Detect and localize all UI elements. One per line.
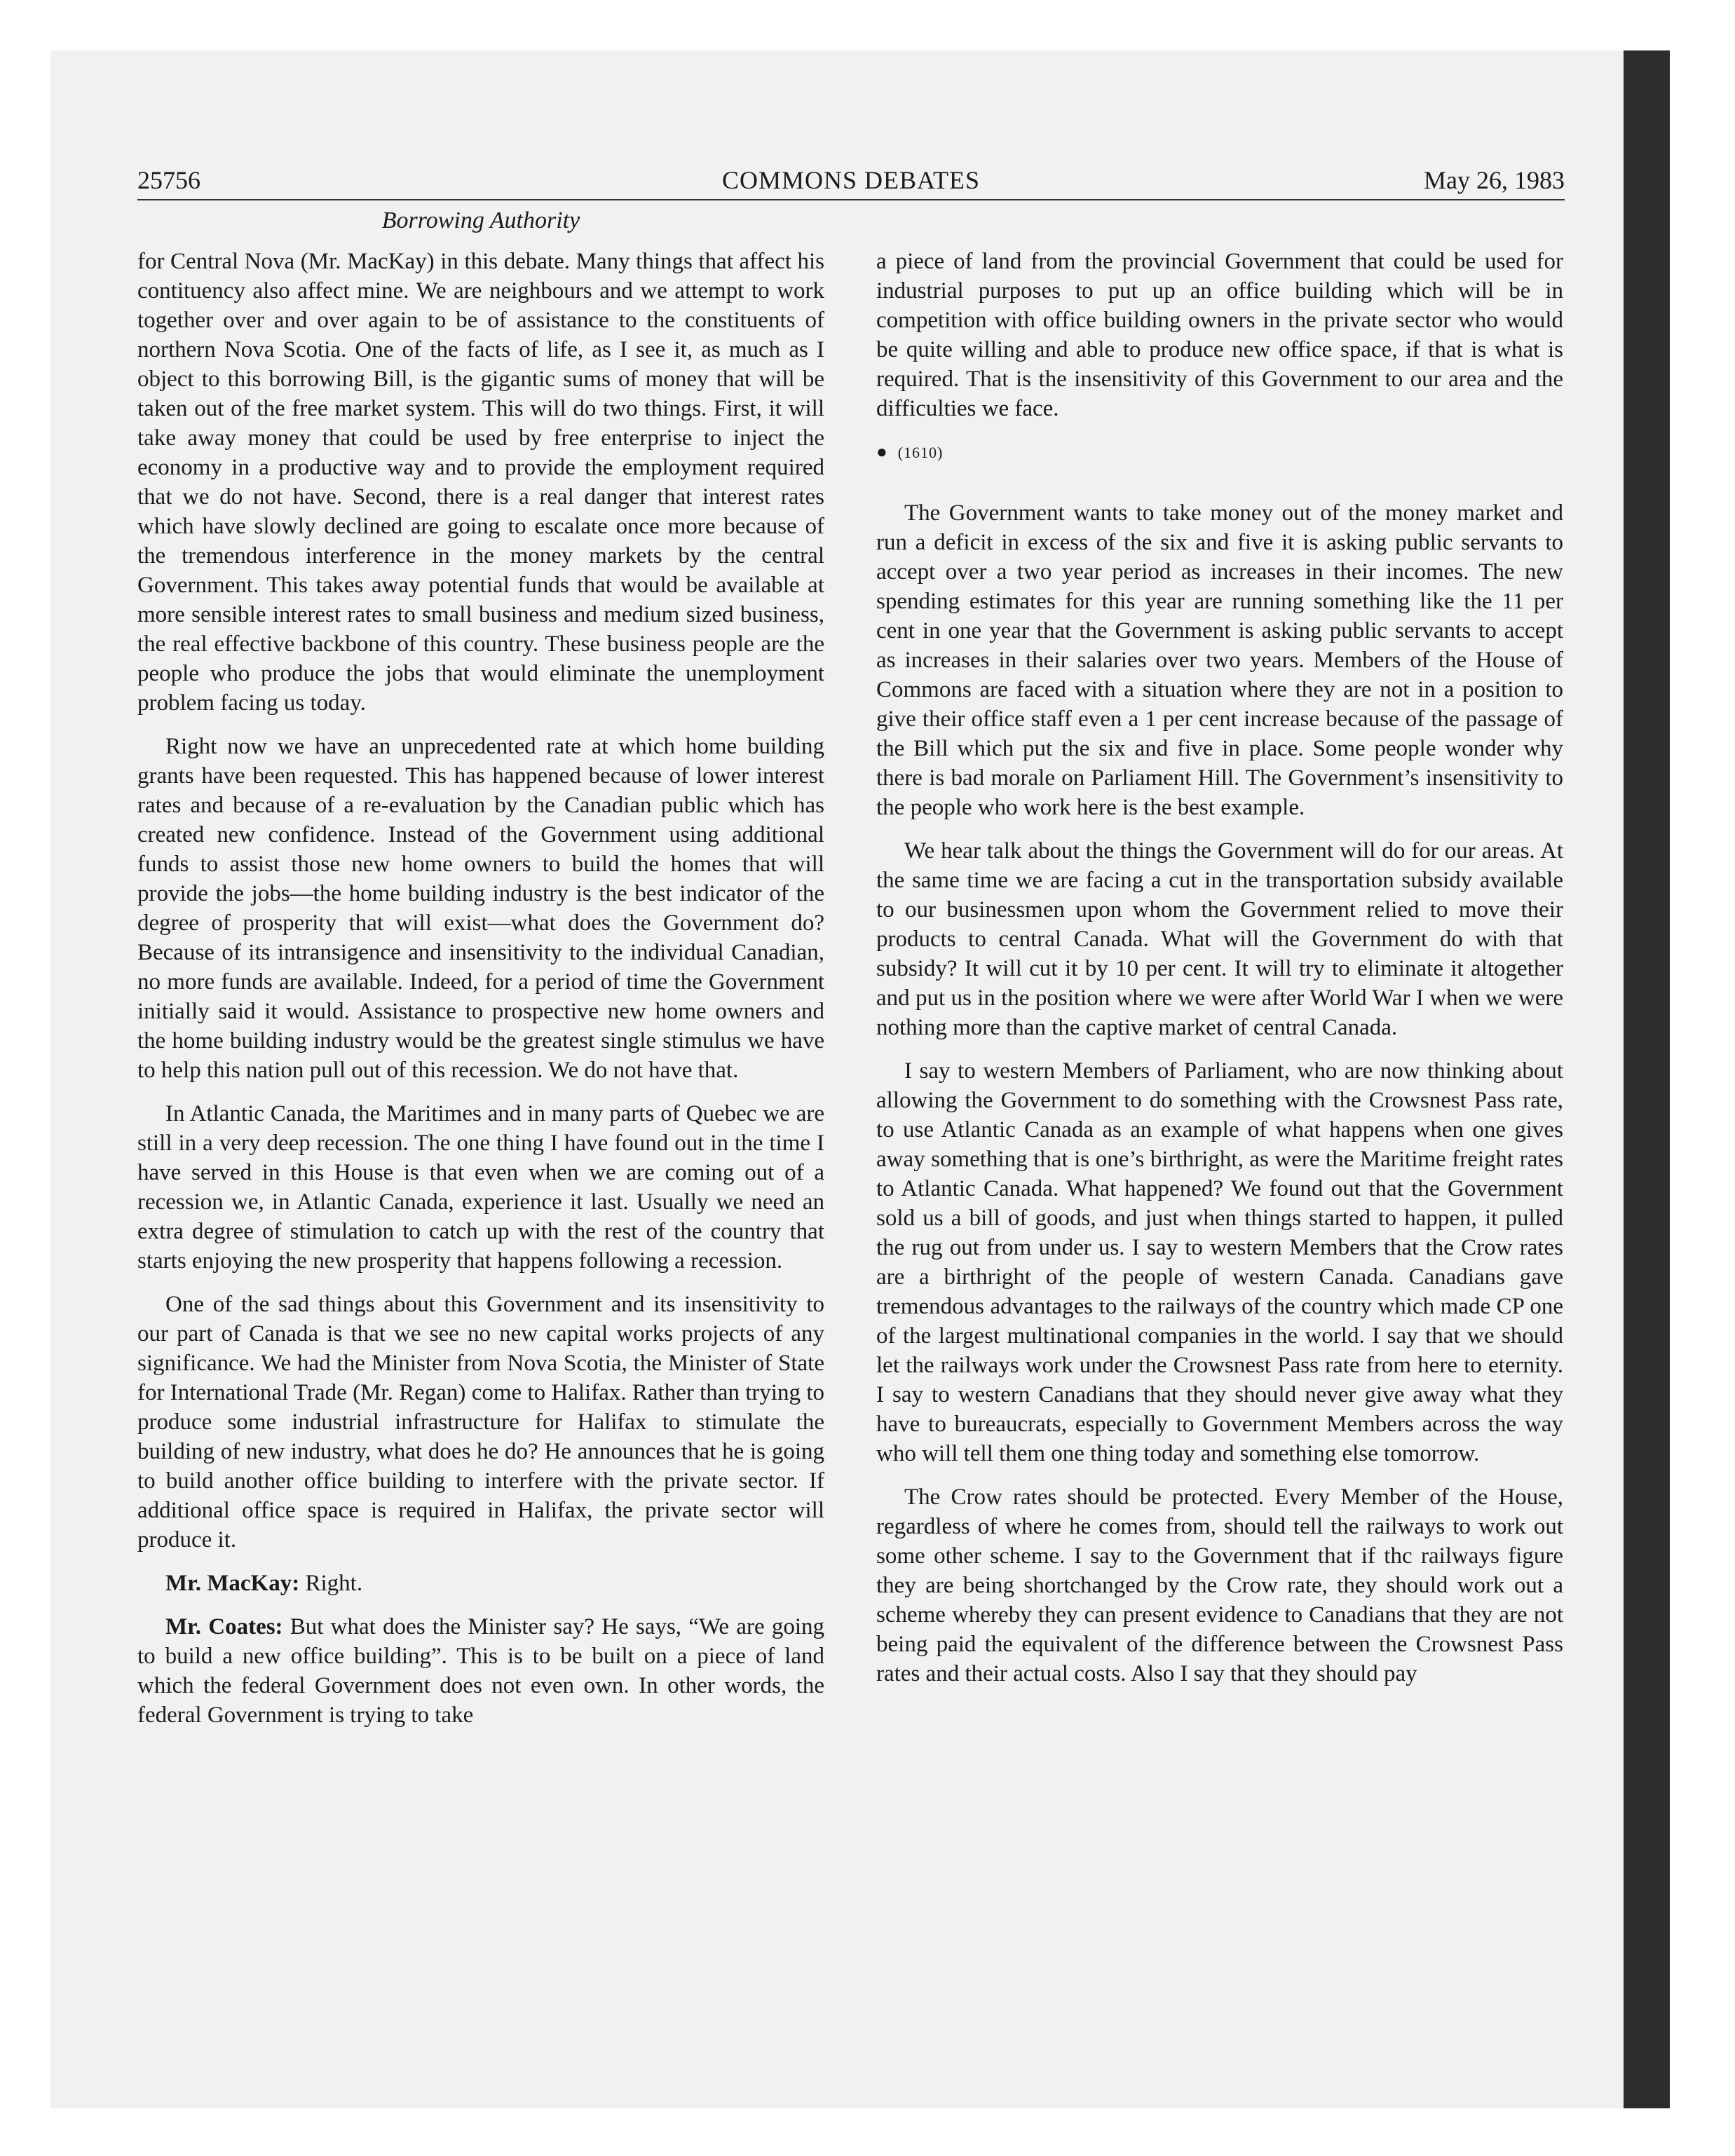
publication-title: COMMONS DEBATES [721,166,981,194]
page-date: May 26, 1983 [1424,166,1565,194]
speech-paragraph [137,1612,824,1730]
speech-text: Right. [299,1571,363,1596]
paragraph: In Atlantic Canada, the Maritimes and in many parts of Quebec we are still in a very deep recession. The one thing I have found out in the time I have served in this House is that even when we are coming out of a recession we, in Atlantic Canada, experience it last. Usually we need an extra degree of stimulation to catch up with the rest of the country that starts enjoying the new prosperity that happens following a recession. [137,1101,824,1274]
running-header [137,163,1565,200]
scan-edge-shadow [1624,50,1670,2108]
paragraph: I say to western Members of Parliament, who are now thinking about allowing the Government to do something with the Crowsnest Pass rate, to use Atlantic Canada as an example of what happens when one gives away something that is one’s birthright, as were the Maritime freight rates to Atlantic Canada. What happened? We found out that the Government sold us a bill of goods, and just when things started to happen, it pulled the rug out from under us. I say to western Members that the Crow rates are a birthright of the people of western Canada. Canadians gave tremendous advantages to the railways of the country which made CP one of the largest multinational companies in the world. I say that we should let the railways work under the Crowsnest Pass rate from here to eternity. I say to western Canadians that they should never give away what they have to bureaucrats, especially to Government Members across the way who will tell them one thing today and something else tomorrow. [876,1058,1563,1466]
speech-text: But what does the Minister say? He says, “We are going to build a new office building”. This is to be built on a piece of land which the federal Government does not even own. In other words, the federal Government is trying to take [137,1614,824,1728]
right-column [876,247,1563,1703]
bullet-icon: ● [876,442,888,462]
paragraph: for Central Nova (Mr. MacKay) in this debate. Many things that affect his contituency also affect mine. We are neighbours and we attempt to work together over and over again to be of assistance to the constituents of northern Nova Scotia. One of the facts of life, as I see it, as much as I object to this borrowing Bill, is the gigantic sums of money that will be taken out of the free market system. This will do two things. First, it will take away money that could be used by free enterprise to inject the economy in a productive way and to provide the employment required that we do not have. Second, there is a real danger that interest rates which have slowly declined are going to escalate once more because of the tremendous interference in the money markets by the central Government. This takes away potential funds that would be available at more sensible interest rates to small business and medium sized business, the real effective backbone of this country. These business people are the people who produce the jobs that would eliminate the unemployment problem facing us today. [137,249,824,716]
paragraph: Right now we have an unprecedented rate at which home building grants have been requested. This has happened because of lower interest rates and because of a re-evaluation by the Canadian public which has created new confidence. Instead of the Government using additional funds to assist those new home owners to build the homes that will provide the jobs—the home building industry is the best indicator of the degree of prosperity that will exist—what does the Government do? Because of its intransigence and insensitivity to the individual Canadian, no more funds are available. Indeed, for a period of time the Government initially said it would. Assistance to prospective new home owners and the home building industry would be the greatest single stimulus we have to help this nation pull out of this recession. We do not have that. [137,734,824,1083]
page-number: 25756 [137,166,200,194]
paragraph: The Government wants to take money out of the money market and run a deficit in excess of the six and five it is asking public servants to accept over a two year period as increases in their incomes. The new spending estimates for this year are running something like the 11 per cent in one year that the Government is asking public servants to accept as increases in their salaries over two years. Members of the House of Commons are faced with a situation where they are not in a position to give their office staff even a 1 per cent increase because of the passage of the Bill which put the six and five in place. Some people wonder why there is bad morale on Parliament Hill. The Government’s insensitivity to the people who work here is the best example. [876,500,1563,820]
time-marker [876,437,1563,468]
time-marker-text: (1610) [897,444,944,461]
speaker-name: Mr. Coates: [165,1614,283,1639]
paragraph: One of the sad things about this Government and its insensitivity to our part of Canada is that we see no new capital works projects of any significance. We had the Minister from Nova Scotia, the Minister of State for International Trade (Mr. Regan) come to Halifax. Rather than trying to produce some industrial infrastructure for Halifax to stimulate the building of new industry, what does he do? He announces that he is going to build another office building to interfere with the private sector. If additional office space is required in Halifax, the private sector will produce it. [137,1292,824,1553]
paragraph: The Crow rates should be protected. Every Member of the House, regardless of where he comes from, should tell the railways to work out some other scheme. I say to the Government that if thc railways figure they are being shortchanged by the Crow rate, they should work out a scheme whereby they can present evidence to Canadians that they are not being paid the equivalent of the difference between the Crowsnest Pass rates and their actual costs. Also I say that they should pay [876,1485,1563,1686]
speech-paragraph [137,1569,824,1598]
speaker-name: Mr. MacKay: [165,1571,300,1596]
paragraph: We hear talk about the things the Government will do for our areas. At the same time we are facing a cut in the transportation subsidy available to our businessmen upon whom the Government relied to move their products to central Canada. What will the Government do with that subsidy? It will cut it by 10 per cent. It will try to eliminate it altogether and put us in the position where we were after World War I when we were nothing more than the captive market of central Canada. [876,838,1563,1040]
paragraph: a piece of land from the provincial Government that could be used for industrial purposes to put up an office building which will be in competition with office building owners in the private sector who would be quite willing and able to produce new office space, if that is what is required. That is the insensitivity of this Government to our area and the difficulties we face. [876,249,1563,421]
section-subheading: Borrowing Authority [381,207,580,233]
left-column [137,247,824,1744]
